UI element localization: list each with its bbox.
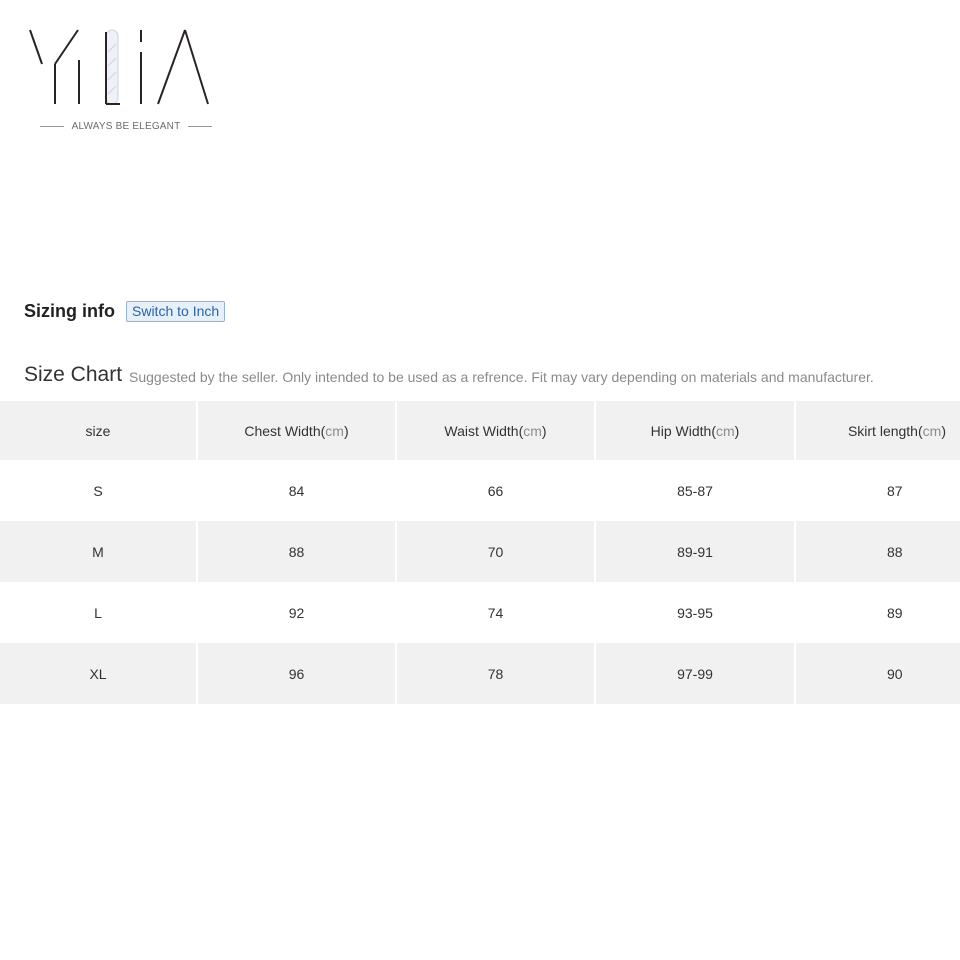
cell-skirt-length: 87 [887, 482, 903, 499]
unit-label: cm [716, 422, 735, 439]
column-header-size: size [0, 401, 198, 460]
column-header-waist-width: Waist Width ( cm ) [397, 401, 596, 460]
unit-label: cm [325, 422, 344, 439]
unit-label: cm [922, 422, 942, 439]
cell-chest-width: 84 [198, 460, 397, 521]
cell-skirt-length: 88 [887, 543, 903, 560]
table-header-row [0, 401, 960, 460]
cell-skirt-length: 89 [887, 604, 903, 621]
table-row [0, 582, 960, 643]
table-row [0, 521, 960, 582]
logo-wordmark-icon [22, 22, 222, 112]
table-row [0, 643, 960, 704]
brand-logo [22, 22, 222, 142]
cell-hip-width: 93-95 [596, 582, 796, 643]
cell-size: M [0, 521, 198, 582]
cell-size: S [0, 460, 198, 521]
cell-waist-width: 74 [397, 582, 596, 643]
cell-chest-width: 88 [198, 521, 397, 582]
tagline-text: ALWAYS BE ELEGANT [71, 121, 181, 132]
table-row [0, 460, 960, 521]
column-header-hip-width: Hip Width ( cm ) [596, 401, 796, 460]
column-header-chest-width: Chest Width ( cm ) [198, 401, 397, 460]
cell-skirt-length: 90 [887, 665, 903, 682]
cell-hip-width: 89-91 [596, 521, 796, 582]
cell-hip-width: 85-87 [596, 460, 796, 521]
sizing-info-title: Sizing info [24, 301, 115, 321]
cell-waist-width: 78 [397, 643, 596, 704]
cell-waist-width: 70 [397, 521, 596, 582]
switch-to-inch-button[interactable]: Switch to Inch [126, 301, 225, 322]
size-chart-title: Size Chart [24, 363, 123, 386]
cell-size: L [0, 582, 198, 643]
logo-tagline [40, 121, 212, 132]
size-chart-table [0, 401, 960, 704]
cell-chest-width: 92 [198, 582, 397, 643]
cell-size: XL [0, 643, 198, 704]
cell-hip-width: 97-99 [596, 643, 796, 704]
column-header-skirt-length: Skirt length ( cm ) [847, 422, 946, 439]
cell-waist-width: 66 [397, 460, 596, 521]
size-chart-note: Suggested by the seller. Only intended to be used as a refrence. Fit may vary depending on materials and manufacturer. [129, 369, 874, 385]
unit-label: cm [523, 422, 542, 439]
tagline-rule-left [40, 126, 64, 127]
tagline-rule-right [188, 126, 212, 127]
cell-chest-width: 96 [198, 643, 397, 704]
